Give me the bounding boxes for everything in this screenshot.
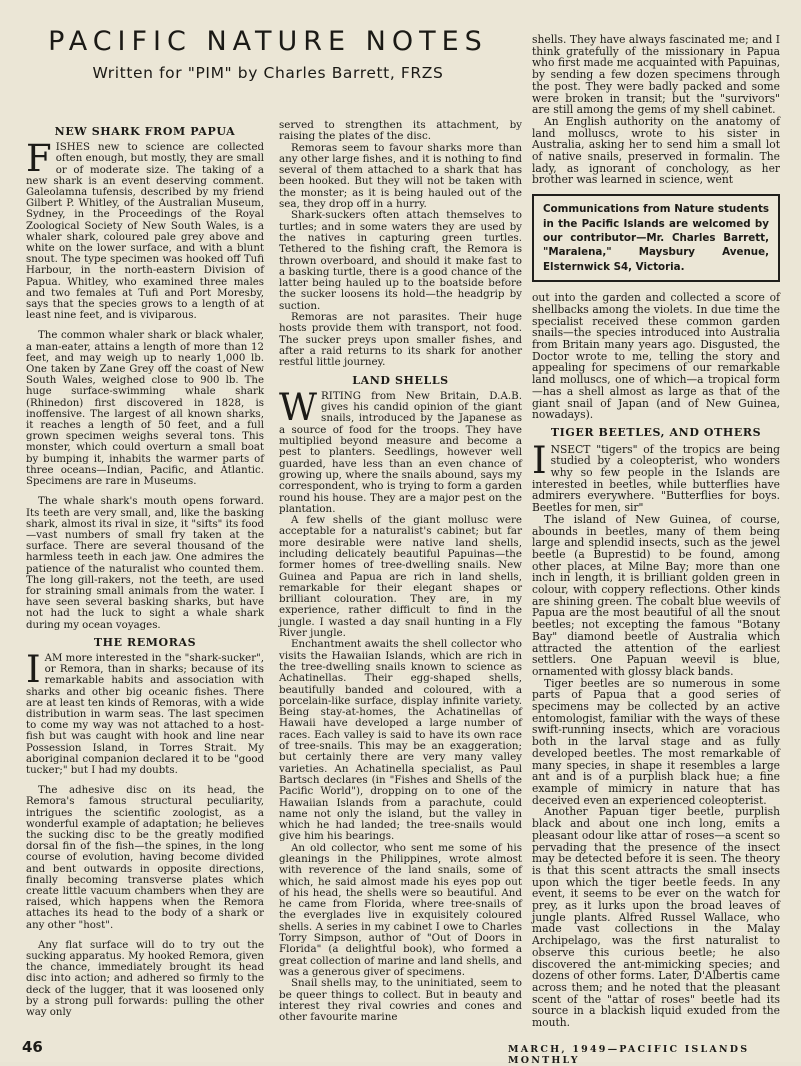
paragraph: The adhesive disc on its head, the Remora's famous structural peculiarity, intrigues the scientific zoologist, as a wonderful example of adaptation; he believes the sucking disc to be the greatly modified dorsal fin of the fish—the spines, in the long course of evolution, having become divided and bent outwards in opposite directions, finally becoming transverse plates which create little vacuum chambers when they are raised, which happens when the Remora attaches its head to the body of a shark or any other "host". <box>26 785 264 931</box>
paragraph: Remoras seem to favour sharks more than any other large fishes, and it is nothing to find several of them attached to a shark that has been hooked. But they will not be taken with the monster; as it is being hauled out of the sea, they drop off in a hurry. <box>279 141 522 211</box>
issue-footer: MARCH, 1949—PACIFIC ISLANDS MONTHLY <box>508 1044 750 1066</box>
paragraph: The island of New Guinea, of course, abounds in beetles, many of them being large and splendid insects, such as the jewel beetle (a Buprestid) to be found, among other places, at Milne Bay; more than one inch in length, it is brilliant golden green in colour, with coppery reflections. Other kinds are shining green. The cobalt blue weevils of Papua are the most beautiful of all the snout beetles; not excepting the famous "Botany Bay" diamond beetle of Australia which attracted the attention of the earliest settlers. One Papuan weevil is blue, ornamented with glossy black bands. <box>532 512 780 678</box>
section-heading-remoras: THE REMORAS <box>93 635 197 649</box>
paragraph-text: RITING from New Britain, D.A.B. gives his candid opinion of the giant snails, introduced by the Japanese as a source of food for the troops. They have multiplied beyond measure and become a pest to planters. Seedlings, however well guarded, have less than an even chance of growing up, where the snails abound, says my correspondent, who is trying to form a garden round his house. They are a major pest on the plantation. <box>279 389 522 515</box>
drop-cap: F <box>26 137 52 181</box>
column-2 <box>279 120 522 1023</box>
drop-cap: I <box>26 647 41 691</box>
section-heading-tiger-beetles: TIGER BEETLES, AND OTHERS <box>550 425 762 439</box>
paragraph: Enchantment awaits the shell collector who visits the Hawaiian Islands, which are rich in the tree-dwelling snails known to science as Achatinellas. Their egg-shaped shells, beautifully banded and coloured, with a porcelain-like surface, display infinite variety. Being stay-at-homes, the Achatinellas of Hawaii have developed a large number of races. Each valley is said to have its own race of tree-snails. This may be an exaggeration; but certainly there are very many valley varieties. An Achatinella specialist, as Paul Bartsch declares (in "Fishes and Shells of the Pacific World"), dropping on to one of the Hawaiian Islands from a parachute, could name not only the island, but the valley in which he had landed; the tree-snails would give him his bearings. <box>279 638 522 843</box>
paragraph <box>26 137 264 322</box>
paragraph <box>26 647 264 776</box>
paragraph: The common whaler shark or black whaler, a man-eater, attains a length of more than 12 feet, and may weigh up to nearly 1,000 lb. One taken by Zane Grey off the coast of New South Wales, weighed close to 900 lb. The huge surface-swimming whale shark (Rhinedon) first discovered in 1828, is inoffensive. The largest of all known sharks, it reaches a length of 50 feet, and a full grown specimen weighs several tons. This monster, which could overturn a small boat by bumping it, inhabits the warmer parts of three oceans—Indian, Pacific, and Atlantic. Specimens are rare in Museums. <box>26 330 264 488</box>
drop-cap: W <box>279 385 318 429</box>
paragraph <box>279 385 522 515</box>
section-heading-shark: NEW SHARK FROM PAPUA <box>54 125 236 138</box>
paragraph <box>532 438 780 515</box>
paragraph: served to strengthen its attachment, by raising the plates of the disc. <box>279 119 522 143</box>
page-title: PACIFIC NATURE NOTES <box>48 26 488 57</box>
paragraph: Shark-suckers often attach themselves to turtles; and in some waters they are used by the natives in capturing green turtles. Tethered to the fishing craft, the Remora is thrown overboard, and should it make fast to a basking turtle, there is a good chance of the latter being hauled up to the boatside before the sucker loosens its hold—the headgrip by suction. <box>279 209 522 312</box>
paragraph: Tiger beetles are so numerous in some parts of Papua that a good series of specimens may be collected by an active entomologist, familiar with the ways of these swift-running insects, which are voracious both in the larval stage and as fully developed beetles. The most remarkable of many species, in shape it resembles a large ant and is of a purplish black hue; a fine example of mimicry in nature that has deceived even an experienced coleopterist. <box>532 676 780 807</box>
column-3 <box>532 34 780 1029</box>
paragraph-text: ISHES new to science are collected often enough, but mostly, they are small or of moderate size. The taking of a new shark is an event deserving comment. Galeolamna tufensis, described by my friend Gilbert P. Whitley, of the Australian Museum, Sydney, in the Proceedings of the Royal Zoological Society of New South Wales, is a whaler shark, coloured pale grey above and white on the lower surface, and with a blunt snout. The type specimen was hooked off Tufi Harbour, in the north-eastern Division of Papua. Whitley, who examined three males and two females at Tufi and Port Moresby, says that the species grows to a length of at least nine feet, and is viviparous. <box>26 142 264 322</box>
section-heading-land-shells: LAND SHELLS <box>352 373 449 387</box>
paragraph-text: NSECT "tigers" of the tropics are being studied by a coleopterist, who wonders why so few people in the Islands are interested in beetles, while butterflies have admirers everywhere. "Butterflies for boys. Beetles for men, sir" <box>532 442 780 515</box>
paragraph: Another Papuan tiger beetle, purplish black and about one inch long, emits a pleasant odour like attar of roses—a scent so pervading that the presence of the insect may be detected before it is seen. The theory is that this scent attracts the small insects upon which the tiger beetle feeds. In any event, it seems to be ever on the watch for prey, as it lurks upon the broad leaves of jungle plants. Alfred Russel Wallace, who made vast collections in the Malay Archipelago, was the first naturalist to observe this curious beetle; he also discovered the ant-mimicking species; and dozens of other forms. Later, D'Albertis came across them; and he noted that the pleasant scent of the "attar of roses" beetle had its source in a blackish liquid exuded from the mouth. <box>532 805 780 1030</box>
paragraph: Any flat surface will do to try out the sucking apparatus. My hooked Remora, given the chance, immediately brought its head disc into action; and adhered so firmly to the deck of the lugger, that it was loosened only by a strong pull forwards: pulling the other way only <box>26 939 264 1019</box>
drop-cap: I <box>532 438 547 482</box>
paragraph: out into the garden and collected a score of shellbacks among the violets. In due time the specialist received these common garden snails—the species introduced into Australia from Britain many years ago. Disgusted, the Doctor wrote to me, telling the story and appealing for specimens of our remarkable land molluscs, one of which—a tropical form—has a shell almost as large as that of the giant snail of Japan (and of New Guinea, nowadays). <box>532 291 780 422</box>
contributor-notice-box: Communications from Nature students in the Pacific Islands are welcomed by our contributor—Mr. Charles Barrett, "Maralena," Maysbury Avenue, Elsternwick S4, Victoria. <box>532 194 780 282</box>
column-1 <box>26 120 264 1018</box>
paragraph: A few shells of the giant mollusc were acceptable for a naturalist's cabinet; but far more desirable were native land shells, including delicately beautiful Papuinas—the former homes of tree-dwelling snails. New Guinea and Papua are rich in land shells, remarkable for their elegant shapes or brilliant colouration. They are, in my experience, rather difficult to find in the jungle. I wasted a day snail hunting in a Fly River jungle. <box>279 514 522 640</box>
paragraph: shells. They have always fascinated me; and I think gratefully of the missionary in Papua who first made me acquainted with Papuinas, by sending a few dozen specimens through the post. They were badly packed and some were broken in transit; but the "survivors" are still among the gems of my shell cabinet. <box>532 33 780 117</box>
byline: Written for "PIM" by Charles Barrett, FRZS <box>92 64 444 82</box>
paragraph-text: AM more interested in the "shark-sucker", or Remora, than in sharks; because of its remarkable habits and association with sharks and other big oceanic fishes. There are at least ten kinds of Remoras, with a wide distribution in warm seas. The last specimen to come my way was not attached to a host-fish but was caught with hook and line near Possession Island, in Torres Strait. My aboriginal companion declared it to be "good tucker;" but I had my doubts. <box>26 652 264 776</box>
paragraph: The whale shark's mouth opens forward. Its teeth are very small, and, like the basking shark, almost its rival in size, it "sifts" its food—vast numbers of small fry taken at the surface. There are several thousand of the harmless teeth in each jaw. One admires the patience of the naturalist who counted them. The long gill-rakers, not the teeth, are used for straining small animals from the water. I have seen several basking sharks, but have not had the luck to sight a whale shark during my ocean voyages. <box>26 496 264 631</box>
paragraph: Snail shells may, to the uninitiated, seem to be queer things to collect. But in beauty and interest they rival cowries and cones and other favourite marine <box>279 977 522 1024</box>
paragraph: An English authority on the anatomy of land molluscs, wrote to his sister in Australia, asking her to send him a small lot of native snails, preserved in formalin. The lady, as ignorant of conchology, as her brother was learned in science, went <box>532 114 780 187</box>
paragraph: Remoras are not parasites. Their huge hosts provide them with transport, not food. The sucker preys upon smaller fishes, and after a raid returns to its shark for another restful little journey. <box>279 311 522 369</box>
page-number: 46 <box>22 1038 43 1056</box>
paragraph: An old collector, who sent me some of his gleanings in the Philippines, wrote almost with reverence of the land snails, some of which, he said almost made his eyes pop out of his head, the shells were so beautiful. And he came from Florida, where tree-snails of the everglades live in exquisitely coloured shells. A series in my cabinet I owe to Charles Torry Simpson, author of "Out of Doors in Florida" (a delightful book), who formed a great collection of marine and land shells, and was a generous giver of specimens. <box>279 841 522 978</box>
